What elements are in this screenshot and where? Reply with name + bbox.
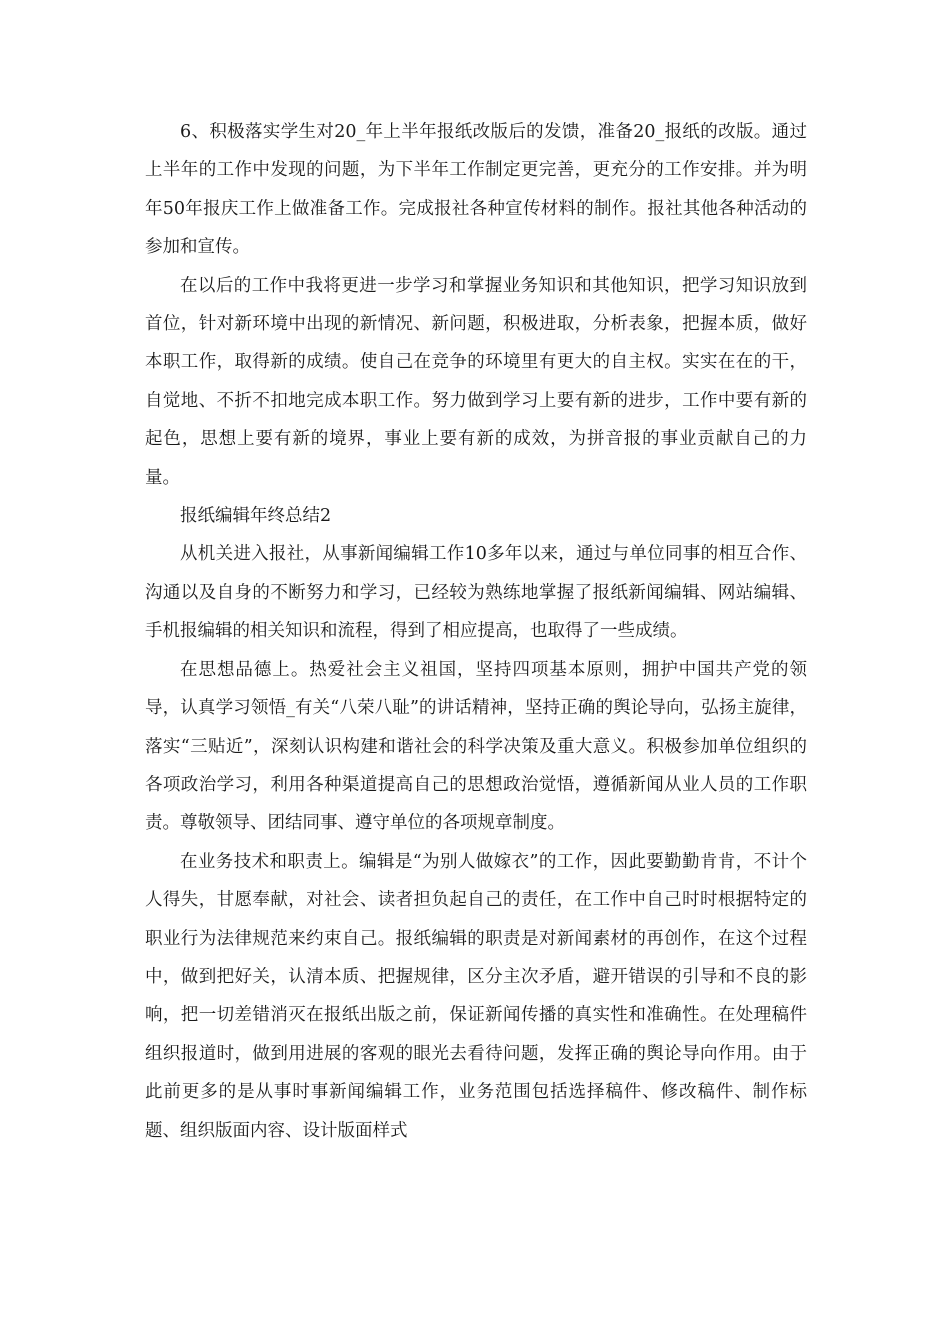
- section-heading: 报纸编辑年终总结2: [180, 506, 332, 527]
- paragraph-future-work: 在以后的工作中我将更进一步学习和掌握业务知识和其他知识，把学习知识放到首位，针对新环境中出现的新情况、新问题，积极进取，分析表象，把握本质，做好本职工作，取得新的成绩。使自己在竞争的环境里有更大的自主权。实实在在的干，自觉地、不折不扣地完成本职工作。努力做到学习上要有新的进步，工作中要有新的起色，思想上要有新的境界，事业上要有新的成效，为拼音报的事业贡献自己的力量。: [145, 275, 807, 488]
- document-body: [145, 113, 807, 1150]
- paragraph-professional-duties: 在业务技术和职责上。编辑是“为别人做嫁衣”的工作，因此要勤勤肯肯，不计个人得失，甘愿奉献，对社会、读者担负起自己的责任，在工作中自己时时根据特定的职业行为法律规范来约束自己。报纸编辑的职责是对新闻素材的再创作，在这个过程中，做到把好关，认清本质、把握规律，区分主次矛盾，避开错误的引导和不良的影响，把一切差错消灭在报纸出版之前，保证新闻传播的真实性和准确性。在处理稿件组织报道时，做到用进展的客观的眼光去看待问题，发挥正确的舆论导向作用。由于此前更多的是从事时事新闻编辑工作，业务范围包括选择稿件、修改稿件、制作标题、组织版面内容、设计版面样式: [145, 851, 807, 1141]
- paragraph-ideology: 在思想品德上。热爱社会主义祖国，坚持四项基本原则，拥护中国共产党的领导，认真学习领悟_有关“八荣八耻”的讲话精神，坚持正确的舆论导向，弘扬主旋律，落实“三贴近”，深刻认识构建和谐社会的科学决策及重大意义。积极参加单位组织的各项政治学习，利用各种渠道提高自己的思想政治觉悟，遵循新闻从业人员的工作职责。尊敬领导、团结同事、遵守单位的各项规章制度。: [145, 659, 807, 834]
- paragraph-intro: 从机关进入报社，从事新闻编辑工作10多年以来，通过与单位同事的相互合作、沟通以及自身的不断努力和学习，已经较为熟练地掌握了报纸新闻编辑、网站编辑、手机报编辑的相关知识和流程，得到了相应提高，也取得了一些成绩。: [145, 544, 807, 642]
- paragraph-item-6: 6、积极落实学生对20_年上半年报纸改版后的发馈，准备20_报纸的改版。通过上半年的工作中发现的问题，为下半年工作制定更完善，更充分的工作安排。并为明年50年报庆工作上做准备工作。完成报社各种宣传材料的制作。报社其他各种活动的参加和宣传。: [145, 122, 807, 258]
